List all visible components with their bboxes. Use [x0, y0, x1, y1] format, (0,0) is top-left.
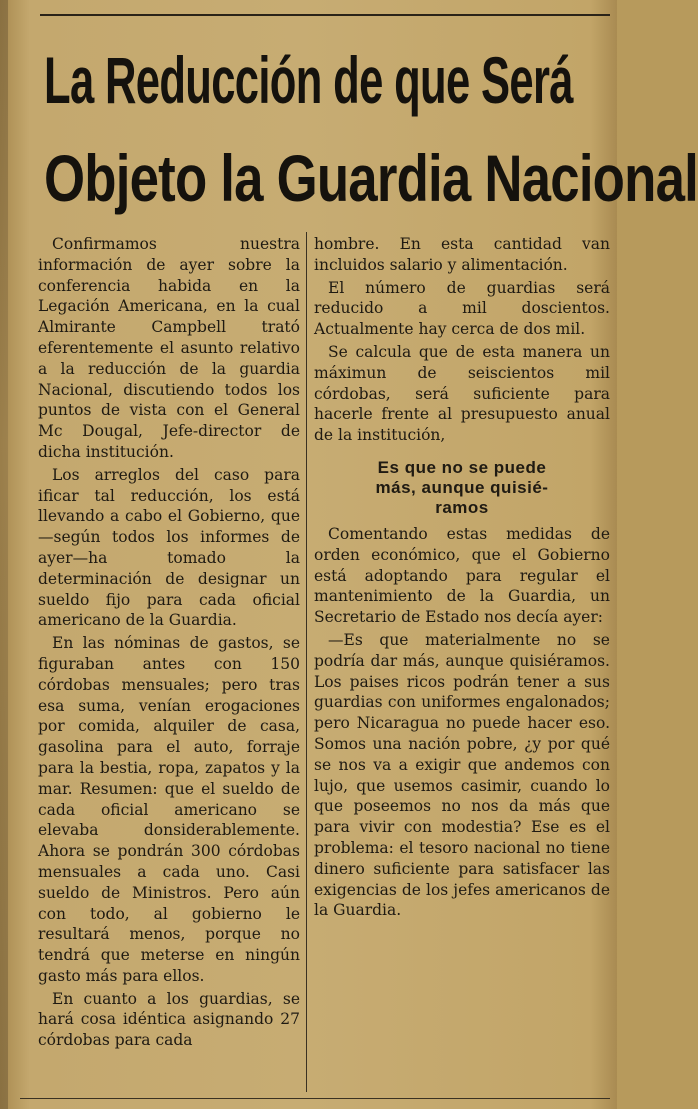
paragraph: El número de guardias será reducido a mil doscientos. Actualmente hay cerca de dos mil. [314, 278, 610, 339]
subheading [314, 458, 610, 518]
subheading-line-3: ramos [435, 497, 489, 517]
headline-line-2: Objeto la Guardia Nacional [44, 141, 698, 215]
paragraph: hombre. En esta cantidad van incluidos salario y alimentación. [314, 235, 610, 274]
bottom-rule [20, 1098, 610, 1099]
paragraph: Confirmamos nuestra información de ayer sobre la conferencia habida en la Legación Americana, en la cual Almirante Campbell trató eferentemente el asunto relativo a la reducción de la guardia Nacional, discutiendo todos los puntos de vista con el General Mc Dougal, Jefe-director de dicha institución. [38, 235, 300, 461]
paragraph: En cuanto a los guardias, se hará cosa idéntica asignando 27 córdobas para cada [38, 989, 300, 1050]
subheading-line-1: Es que no se puede [377, 457, 547, 477]
torn-edge [0, 0, 8, 1109]
paragraph: Se calcula que de esta manera un máximun de seiscientos mil córdobas, será suficiente para hacerle frente al presupuesto anual de la institución, [314, 342, 610, 445]
paragraph: En las nóminas de gastos, se figuraban antes con 150 córdobas mensuales; pero tras esa suma, venían erogaciones por comida, alquiler de casa, gasolina para el auto, forraje para la bestia, ropa, zapatos y la mar. Resumen: que el sueldo de cada oficial americano se elevaba donsiderablemente. Ahora se pondrán 300 córdobas mensuales a cada uno. Casi sueldo de Ministros. Pero aún con todo, al gobierno le resultará menos, porque no tendrá que meterse en ningún gasto más para ellos. [38, 634, 300, 985]
paragraph: —Es que materialmente no se podría dar más, aunque quisiéramos. Los paises ricos podrán tener a sus guardias con uniformes engalonados; pero Nicaragua no puede hacer eso. Somos una nación pobre, ¿y por qué se nos va a exigir que andemos con lujo, que usemos casimir, cuando lo que poseemos no nos da más que para vivir con modestia? Ese es el problema: el tesoro nacional no tiene dinero suficiente para satisfacer las exigencias de los jefes americanos de la Guardia. [314, 630, 610, 920]
subheading-line-2: más, aunque quisié- [375, 477, 549, 497]
top-rule [40, 14, 610, 16]
column-divider [306, 232, 307, 1092]
paragraph: Comentando estas medidas de orden económico, que el Gobierno está adoptando para regular el mantenimiento de la Guardia, un Secretario de Estado nos decía ayer: [314, 524, 610, 627]
left-column [38, 234, 300, 1051]
right-column [314, 234, 610, 921]
headline-line-1: La Reducción de que Será [44, 43, 573, 117]
paragraph: Los arreglos del caso para ificar tal reducción, los está llevando a cabo el Gobierno, que—según todos los informes de ayer—ha tomado la determinación de designar un sueldo fijo para cada oficial americano de la Guardia. [38, 465, 300, 630]
